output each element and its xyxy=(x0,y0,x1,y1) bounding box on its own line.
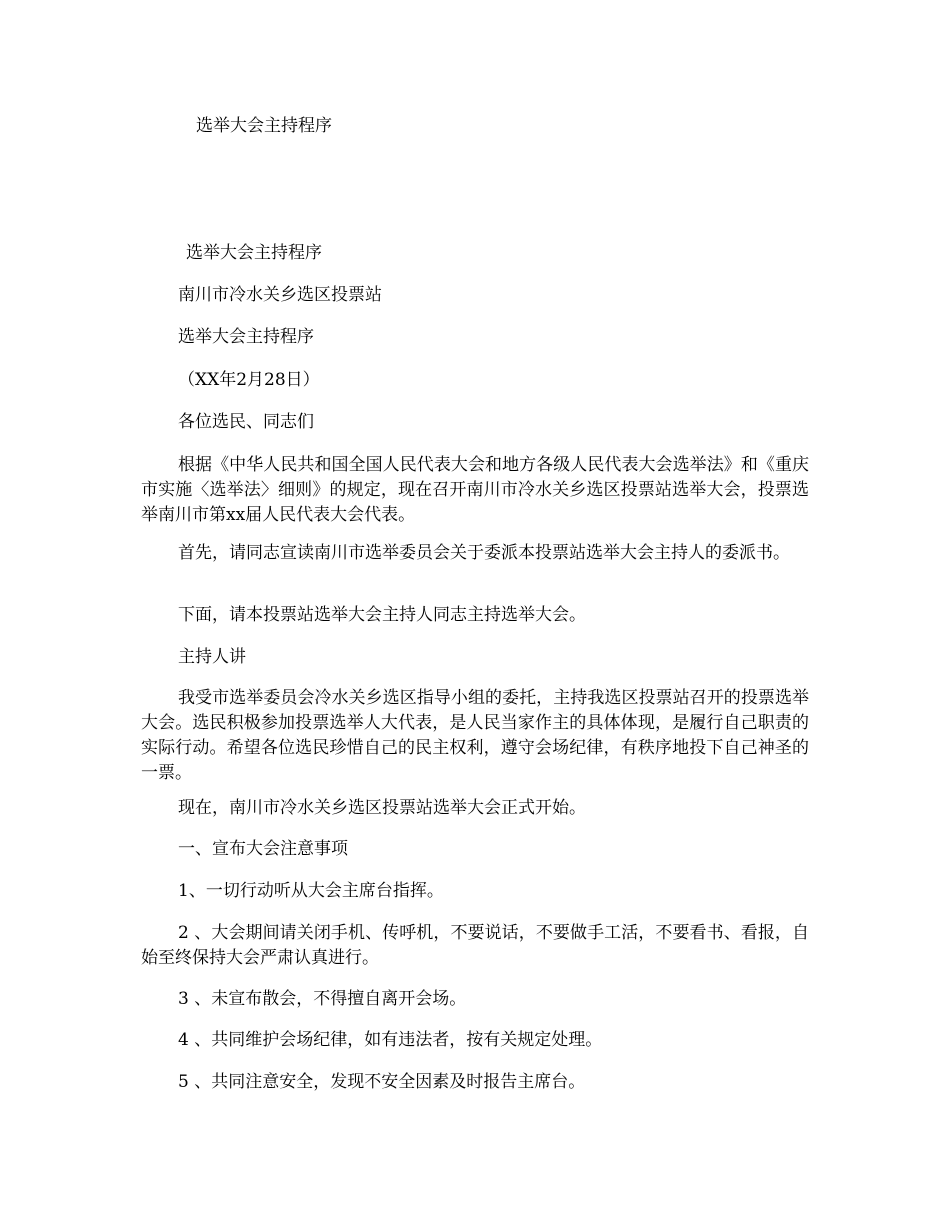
notice-item-4: 4 、共同维护会场纪律，如有违法者，按有关规定处理。 xyxy=(178,1030,603,1050)
paragraph-meeting-start: 现在，南川市冷水关乡选区投票站选举大会正式开始。 xyxy=(178,798,586,818)
paragraph-legal-basis: 根据《中华人民共和国全国人民代表大会和地方各级人民代表大会选举法》和《重庆市实施〈选举法〉细则》的规定，现在召开南川市冷水关乡选区投票站选举大会，投票选举南川市第xx届人民代表大会代表。 xyxy=(141,455,809,525)
salutation: 各位选民、同志们 xyxy=(178,412,314,432)
station-name: 南川市冷水关乡选区投票站 xyxy=(178,285,382,305)
notice-item-1: 1、一切行动听从大会主席台指挥。 xyxy=(178,881,444,901)
paragraph-read-appointment: 首先，请同志宣读南川市选举委员会关于委派本投票站选举大会主持人的委派书。 xyxy=(178,543,790,563)
meeting-date: （XX年2月28日） xyxy=(178,370,320,390)
notice-item-3: 3 、未宣布散会，不得擅自离开会场。 xyxy=(178,989,467,1009)
heading-repeat: 选举大会主持程序 xyxy=(186,243,322,263)
program-title: 选举大会主持程序 xyxy=(178,327,314,347)
document-title: 选举大会主持程序 xyxy=(196,116,332,136)
paragraph-host-speaks: 主持人讲 xyxy=(178,647,246,667)
paragraph-host-speech: 我受市选举委员会冷水关乡选区指导小组的委托，主持我选区投票站召开的投票选举大会。选民积极参加投票选举人大代表，是人民当家作主的具体体现，是履行自己职责的实际行动。希望各位选民珍惜自己的民主权利，遵守会场纪律，有秩序地投下自己神圣的一票。 xyxy=(141,688,809,783)
paragraph-host-intro: 下面，请本投票站选举大会主持人同志主持选举大会。 xyxy=(178,605,586,625)
notice-item-2: 2 、大会期间请关闭手机、传呼机，不要说话，不要做手工活，不要看书、看报，自始至终保持大会严肃认真进行。 xyxy=(141,923,809,968)
section-heading-notices: 一、宣布大会注意事项 xyxy=(178,839,348,859)
notice-item-5: 5 、共同注意安全，发现不安全因素及时报告主席台。 xyxy=(178,1072,586,1092)
